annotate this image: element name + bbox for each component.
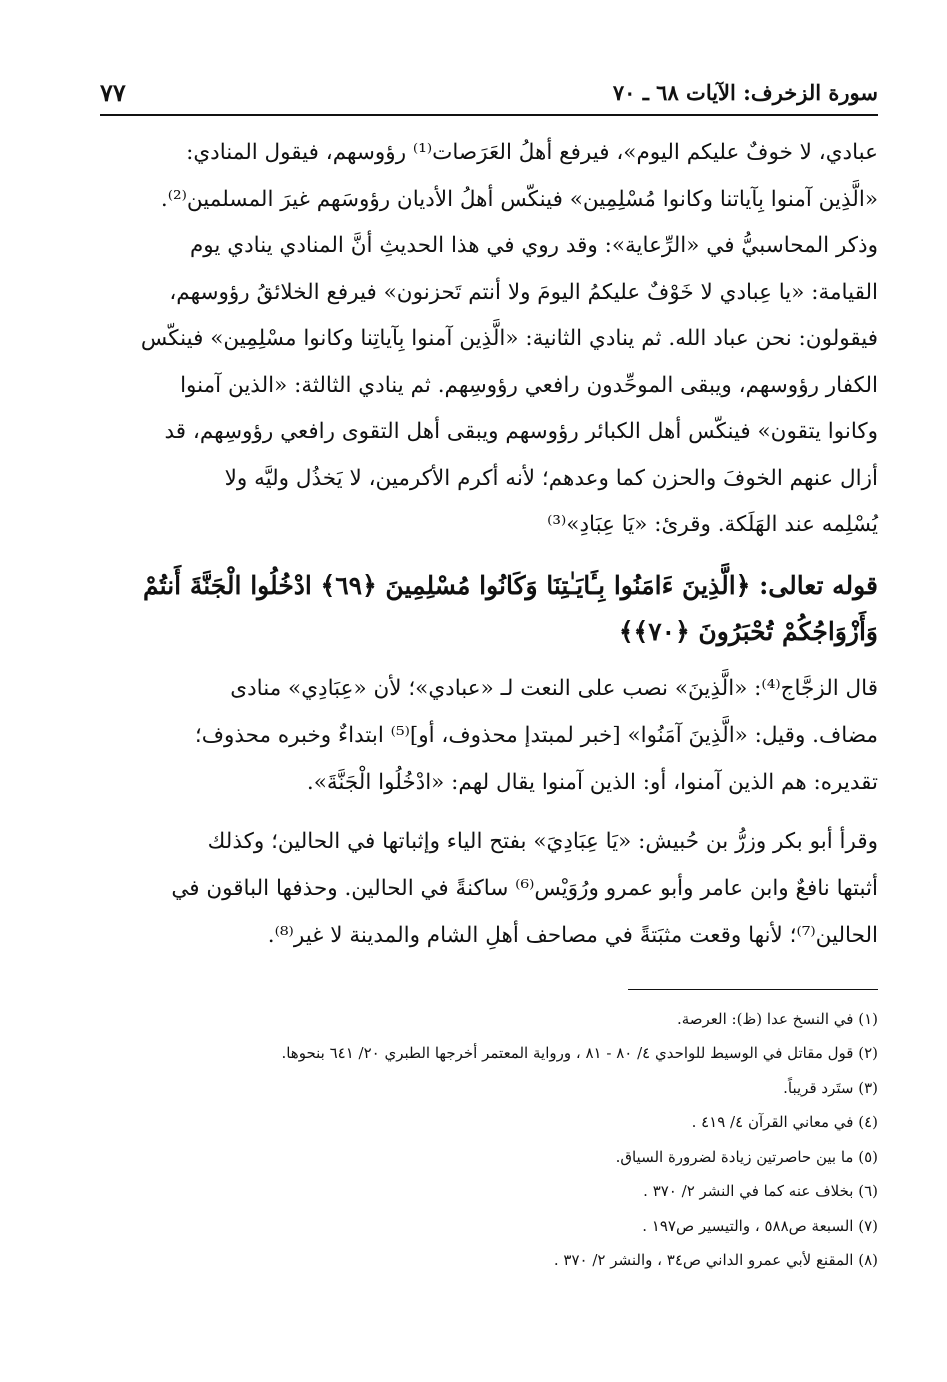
- page-header: [100, 70, 878, 116]
- footnote: (٥) ما بين حاصرتين زيادة لضرورة السياق.: [615, 1147, 878, 1166]
- footnote: (٦) بخلاف عنه كما في النشر ٢/ ٣٧٠ .: [643, 1182, 878, 1200]
- book-page: [100, 70, 878, 1360]
- text-line: عبادي، لا خوفٌ عليكم اليوم»، فيرفع أهلُ العَرَصات⁽¹⁾ رؤوسهم، فيقول المنادي:: [186, 140, 878, 165]
- text-line: قال الزجَّاج⁽⁴⁾: «الَّذِينَ» نصب على النعت لـ «عبادي»؛ لأن «عِبَادِي» منادى: [230, 675, 878, 701]
- text-line: فيقولون: نحن عباد الله. ثم ينادي الثانية: «الَّذِين آمنوا بِآياتِنا وكانوا مسْلِمِين» فينكّس: [140, 326, 878, 351]
- text-line: الكفار رؤوسهم، ويبقى الموحِّدون رافعي رؤوسِهم. ثم ينادي الثالثة: «الذين آمنوا: [180, 372, 878, 398]
- running-title: سورة الزخرف: الآيات ٦٨ ـ ٧٠: [612, 79, 878, 105]
- footnote: (٨) المقنع لأبي عمرو الداني ص٣٤ ، والنشر ٢/ ٣٧٠ .: [553, 1251, 878, 1269]
- text-line: مضاف. وقيل: «الَّذِينَ آمَنُوا» [خبر لمبتدإ محذوف، أو]⁽⁵⁾ ابتداءٌ وخبره محذوف؛: [194, 722, 878, 748]
- footnote: (٣) ستَرد قريباً.: [783, 1078, 878, 1097]
- text-line: وقرأ أبو بكر وزرُّ بن حُبيش: «يَا عِبَادِيَ» بفتح الياء وإثباتها في الحالين؛ وكذلك: [207, 828, 878, 854]
- page-number: ٧٧: [100, 77, 126, 107]
- footnote: (٢) قول مقاتل في الوسيط للواحدي ٤/ ٨٠ - ٨١ ، ورواية المعتمر أخرجها الطبري ٢٠/ ٦٤١ بنحوها.: [281, 1044, 878, 1062]
- footnote: (٧) السبعة ص٥٨٨ ، والتيسير ص١٩٧ .: [642, 1216, 878, 1235]
- text-line: وكانوا يتقون» فينكّس أهل الكبائر رؤوسهم ويبقى أهل التقوى رافعي رؤوسِهم، قد: [164, 419, 878, 444]
- footnote: (١) في النسخ عدا (ظ): العرصة.: [676, 1009, 878, 1028]
- text-line: تقديره: هم الذين آمنوا، أو: الذين آمنوا يقال لهم: «ادْخُلُوا الْجَنَّةَ».: [306, 769, 878, 795]
- main-text: [100, 130, 878, 549]
- footnote-divider: [628, 989, 878, 990]
- readings-paragraph: [100, 818, 878, 959]
- text-line: الحالين⁽⁷⁾؛ لأنها وقعت مثبَتةً في مصاحف أهلِ الشام والمدينة لا غير⁽⁸⁾.: [267, 922, 878, 948]
- footnote: (٤) في معاني القرآن ٤/ ٤١٩ .: [691, 1113, 878, 1131]
- verse-lead: قوله تعالى:: [759, 570, 878, 600]
- text-line: وذكر المحاسبيُّ في «الرِّعاية»: وقد روي في هذا الحديثِ أنَّ المنادي ينادي يوم: [190, 233, 878, 258]
- text-line: أثبتها نافعٌ وابن عامر وأبو عمرو ورُوَيْس⁽⁶⁾ ساكنةً في الحالين. وحذفها الباقون في: [171, 875, 878, 901]
- text-line: القيامة: «يا عِبادي لا خَوْفٌ عليكمُ اليومَ ولا أنتم تَحزنون» فيرفع الخلائقُ رؤوسهم،: [169, 279, 878, 305]
- text-line: يُسْلِمه عند الهَلَكة. وقرئ: «يَا عِبَادِ»⁽³⁾: [547, 512, 878, 537]
- verse-text: ﴿الَّذِينَ ءَامَنُوا بِـَٔايَـٰتِنَا وَكَانُوا مُسْلِمِينَ ﴿٦٩﴾ ادْخُلُوا الْجَنَّةَ أَنتُمْ وَأَزْوَاجُكُمْ تُحْبَرُونَ ﴿٧٠﴾﴾: [143, 570, 878, 646]
- commentary-paragraph: [100, 665, 878, 806]
- footnotes: [100, 1002, 878, 1278]
- quran-verse-heading: [100, 563, 878, 655]
- text-line: «الَّذِين آمنوا بِآياتنا وكانوا مُسْلِمِين» فينكّس أهلُ الأديان رؤوسَهم غيرَ المسلمين⁽²⁾.: [160, 186, 878, 212]
- text-line: أزال عنهم الخوفَ والحزن كما وعدهم؛ لأنه أكرم الأكرمين، لا يَخذُل وليَّه ولا: [224, 465, 878, 491]
